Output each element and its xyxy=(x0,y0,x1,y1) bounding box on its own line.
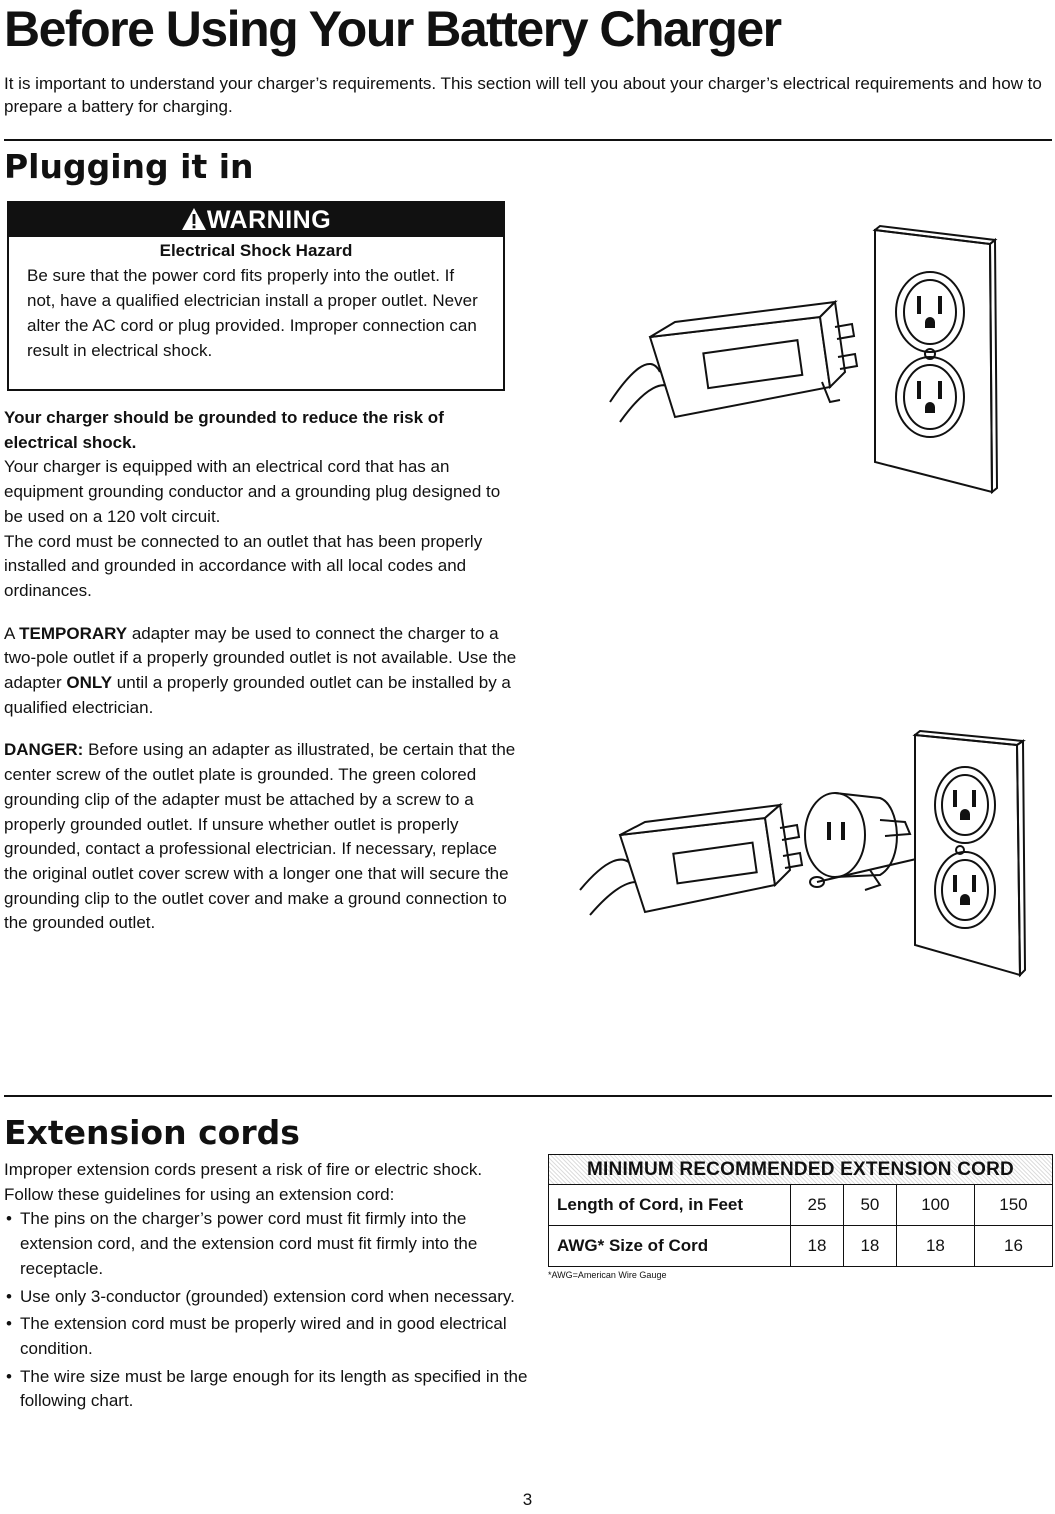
table-row xyxy=(549,1226,1053,1267)
table-cell: 150 xyxy=(974,1185,1052,1226)
extension-intro: Improper extension cords present a risk of fire or electric shock. Follow these guidelines for using an extension cord: xyxy=(4,1160,483,1204)
section-divider xyxy=(4,139,1052,141)
grounded-plug-outlet-illustration xyxy=(590,222,1010,502)
grounding-paragraph-2: The cord must be connected to an outlet that has been properly installed and grounded in accordance with all local codes and ordinances. xyxy=(4,531,483,600)
grounding-heading: Your charger should be grounded to reduce the risk of electrical shock. xyxy=(4,408,444,452)
warning-header xyxy=(9,203,503,237)
row-label-length: Length of Cord, in Feet xyxy=(549,1185,791,1226)
adapter-illustration xyxy=(565,730,1035,980)
row-label-awg: AWG* Size of Cord xyxy=(549,1226,791,1267)
extension-guidelines xyxy=(4,1207,529,1414)
warning-box xyxy=(7,201,505,391)
table-cell: 18 xyxy=(791,1226,844,1267)
guideline-item: • The wire size must be large enough for its length as specified in the following chart. xyxy=(4,1365,529,1414)
warning-subtitle: Electrical Shock Hazard xyxy=(159,241,353,260)
temp-text-mid: adapter may be used to connect the charger to a two-pole outlet if a properly grounded outlet is not available. Use the adapter xyxy=(4,623,517,693)
plugging-heading: Plugging it in xyxy=(4,147,254,186)
temporary-emphasis: TEMPORARY xyxy=(19,623,128,643)
guideline-item: • Use only 3-conductor (grounded) extension cord when necessary. xyxy=(4,1285,529,1310)
table-title: MINIMUM RECOMMENDED EXTENSION CORD xyxy=(548,1154,1053,1184)
table-cell: 50 xyxy=(843,1185,896,1226)
table-cell: 18 xyxy=(896,1226,974,1267)
warning-triangle-icon xyxy=(181,206,207,240)
page-number: 3 xyxy=(522,1490,533,1509)
danger-label: DANGER: xyxy=(4,740,84,760)
intro-paragraph: It is important to understand your charger’s requirements. This section will tell you about your charger’s electrical requirements and how to prepare a battery for charging. xyxy=(4,74,1042,116)
grounding-paragraph-1: Your charger is equipped with an electrical cord that has an equipment grounding conductor and a grounding plug designed to be used on a 120 volt circuit. xyxy=(4,457,501,526)
temp-text-pre: A xyxy=(4,623,20,643)
table-cell: 16 xyxy=(974,1226,1052,1267)
table-cell: 100 xyxy=(896,1185,974,1226)
table-cell: 25 xyxy=(791,1185,844,1226)
warning-label: WARNING xyxy=(206,206,332,234)
guideline-item: • The extension cord must be properly wired and in good electrical condition. xyxy=(4,1312,529,1361)
warning-body: Be sure that the power cord fits properly into the outlet. If not, have a qualified electrician install a proper outlet. Never alter the AC cord or plug provided. Improper connection can result in electrical shock. xyxy=(27,266,478,360)
danger-text: Before using an adapter as illustrated, be certain that the center screw of the outlet plate is grounded. The green colored grounding clip of the adapter must be attached by a screw to a properly grounded outlet. If unsure whether outlet is properly grounded, contact a professional electrician. If necessary, replace the original outlet cover screw with a longer one that will secure the grounding clip to the outlet cover and make a ground connection to the grounded outlet. xyxy=(4,740,516,933)
table-footnote: *AWG=American Wire Gauge xyxy=(548,1270,667,1280)
grounding-section xyxy=(4,406,519,936)
table-cell: 18 xyxy=(843,1226,896,1267)
table-row xyxy=(549,1185,1053,1226)
page-title: Before Using Your Battery Charger xyxy=(4,1,781,57)
temporary-adapter-paragraph xyxy=(4,622,519,721)
extension-heading: Extension cords xyxy=(4,1113,300,1152)
table-grid xyxy=(548,1184,1053,1267)
only-emphasis: ONLY xyxy=(66,673,113,693)
temp-text-post: until a properly grounded outlet can be installed by a qualified electrician. xyxy=(4,673,511,717)
extension-cord-table xyxy=(548,1154,1053,1280)
section-divider-2 xyxy=(4,1095,1052,1097)
danger-paragraph xyxy=(4,738,519,936)
extension-text xyxy=(4,1158,529,1414)
guideline-item: • The pins on the charger’s power cord must fit firmly into the extension cord, and the extension cord must fit firmly into the receptacle. xyxy=(4,1207,529,1281)
